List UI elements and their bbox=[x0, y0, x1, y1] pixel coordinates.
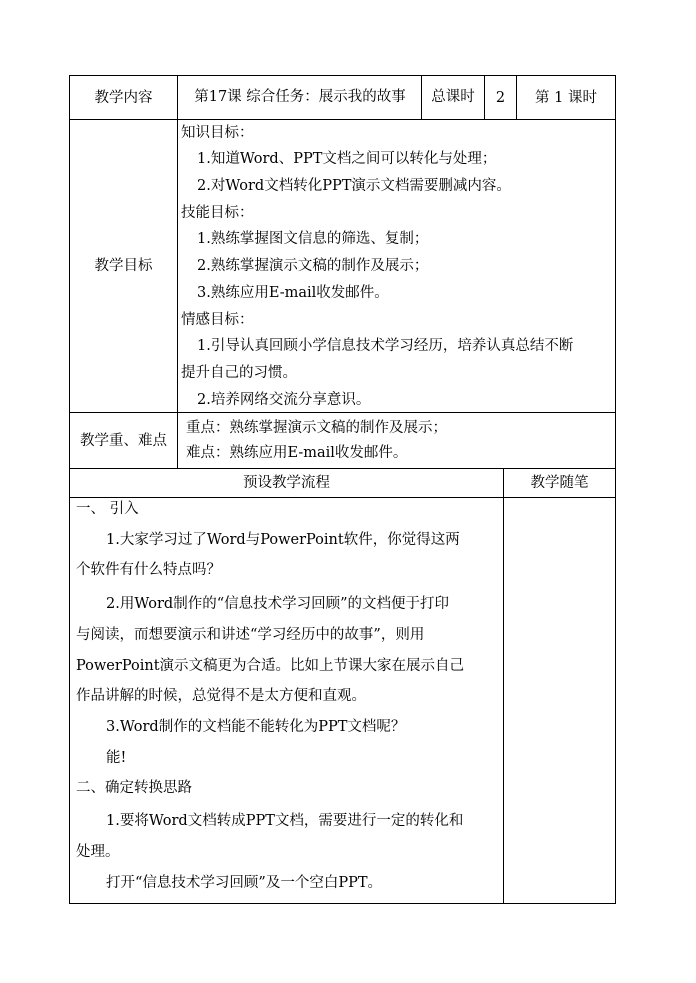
process-header: 预设教学流程 bbox=[243, 475, 330, 491]
process-line: 打开“信息技术学习回顾”及一个空白PPT。 bbox=[106, 875, 383, 891]
goals-line: 1.知道Word、PPT文档之间可以转化与处理； bbox=[197, 151, 497, 167]
process-line-intro-heading: 一、 引入 bbox=[76, 501, 139, 517]
goals-line-skill-heading: 技能目标： bbox=[181, 205, 254, 221]
period-number: 第 1 课时 bbox=[535, 89, 597, 106]
col-divider-label bbox=[177, 75, 178, 469]
row-divider-process-header bbox=[69, 497, 616, 498]
process-line: PowerPoint演示文稿更为合适。比如上节课大家在展示自己 bbox=[76, 658, 465, 674]
goals-line-emotion-heading: 情感目标： bbox=[181, 312, 254, 328]
goals-label: 教学目标 bbox=[94, 258, 153, 274]
goals-line-knowledge-heading: 知识目标： bbox=[181, 125, 254, 141]
goals-line: 2.对Word文档转化PPT演示文档需要删减内容。 bbox=[197, 178, 511, 194]
col-divider-notes bbox=[503, 468, 504, 904]
process-line: 作品讲解的时候，总觉得不是太方便和直观。 bbox=[76, 688, 366, 704]
keypoints-label: 教学重、难点 bbox=[80, 432, 167, 449]
goals-line: 3.熟练应用E-mail收发邮件。 bbox=[197, 285, 389, 301]
goals-line: 2.熟练掌握演示文稿的制作及展示； bbox=[197, 258, 429, 274]
process-line: 处理。 bbox=[76, 844, 120, 860]
process-line: 1.要将Word文档转成PPT文档，需要进行一定的转化和 bbox=[106, 813, 464, 829]
table-border-bottom bbox=[69, 903, 616, 904]
difficult-point: 难点：熟练应用E-mail收发邮件。 bbox=[186, 445, 408, 461]
process-line: 能! bbox=[106, 750, 127, 766]
process-line-convert-heading: 二、确定转换思路 bbox=[76, 780, 192, 796]
process-line: 3.Word制作的文档能不能转化为PPT文档呢？ bbox=[106, 719, 406, 735]
goals-line: 2.培养网络交流分享意识。 bbox=[197, 392, 371, 408]
content-label: 教学内容 bbox=[94, 89, 153, 106]
notes-header: 教学随笔 bbox=[530, 475, 589, 491]
total-periods-value: 2 bbox=[495, 89, 506, 106]
col-divider-title bbox=[421, 75, 422, 120]
goals-line: 1.熟练掌握图文信息的筛选、复制； bbox=[197, 231, 429, 247]
total-periods-label: 总课时 bbox=[431, 89, 475, 105]
process-line: 1.大家学习过了Word与PowerPoint软件，你觉得这两 bbox=[106, 532, 460, 548]
goals-line: 提升自己的习惯。 bbox=[181, 365, 297, 381]
table-border-right bbox=[615, 75, 616, 904]
lesson-title: 第17课 综合任务：展示我的故事 bbox=[194, 89, 406, 105]
process-line: 2.用Word制作的“信息技术学习回顾”的文档便于打印 bbox=[106, 596, 450, 612]
process-line: 与阅读，而想要演示和讲述“学习经历中的故事”，则用 bbox=[76, 627, 425, 643]
process-line: 个软件有什么特点吗？ bbox=[76, 562, 221, 578]
goals-line: 1.引导认真回顾小学信息技术学习经历，培养认真总结不断 bbox=[197, 338, 574, 354]
key-point: 重点：熟练掌握演示文稿的制作及展示； bbox=[186, 420, 447, 436]
